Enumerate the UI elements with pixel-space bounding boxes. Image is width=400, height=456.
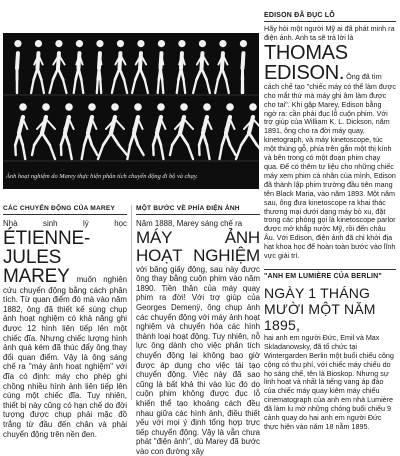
edison-heading: EDISON ĐÃ ĐỤC LỖ	[264, 12, 396, 19]
chronophotograph-image	[3, 33, 259, 189]
figure-head	[158, 40, 164, 46]
cinema-step-body: với băng giấy động, sau này được ông thay bằng cuộn phim vào năm 1890. Tiền thân của máy quay phim ra đời! Với trợ giúp của Georges Demenÿ, ông chụp ảnh các chuyển động với máy ảnh hoạt nghiệm và chuyển hóa các hình thành loại hoạt động. Tuy nhiên, nỗ lực ông dành cho việc phân tích chuyển động lại không bao giờ được áp dụng cho việc tái tạo chuyển động. Việc này đã sao cũng là bất khả thi vào lúc đó do cuộn phim không được đục lỗ khiến thể tạo khoảng cách đều nhau giữa các hình ảnh, điều thiết yếu với mọi ý định tổng hợp trực tiếp chuyển động. Vậy là vẫn chưa phát "điện ảnh", dù Marey đã bước vào con đường xây	[136, 265, 260, 456]
figure-head	[112, 104, 119, 111]
cinema-step-rule	[136, 214, 260, 215]
figure-head	[181, 104, 188, 111]
cinema-step-article	[136, 229, 260, 456]
marey-article	[3, 219, 127, 439]
figure-head	[97, 40, 103, 46]
figure-head	[250, 104, 257, 111]
right-column	[264, 12, 396, 432]
figure-limb	[15, 145, 16, 155]
figure-head	[158, 104, 165, 111]
figure-head	[204, 104, 211, 111]
lumiere-body: hai anh em người Đức, Emil và Max Skladanowsky, đã tổ chức tại Wintergarden Berlin một buổi chiếu công cộng có thu phí, với chiếc máy chiếu do họ sáng chế, tên là Bioskop. Nhưng sự linh hoạt và nhất là tiếng vang áp đảo của chiếc máy quay kiêm máy chiếu cinematograph của anh em nhà Lumière đã làm lu mờ những chóng buổi chiếu 9 cảnh quay do hai anh em người Đức thực hiện vào năm 18 nằm 1895.	[264, 334, 396, 432]
figure-limb	[162, 80, 163, 93]
figure-head	[220, 40, 226, 46]
figure-head	[89, 104, 96, 111]
figure-head	[76, 40, 82, 46]
figure-head	[135, 104, 142, 111]
figure-head	[56, 40, 62, 46]
edison-rule	[264, 21, 396, 22]
figure-head	[15, 40, 21, 46]
edison-body: Ông đã tìm cách chế tạo "chiếc máy có thể làm được cho mắt thứ mà máy ghi âm làm được cho tai". Khi gặp Marey, Edison bằng ngờ ra: cần phải đục lỗ cuộn phim. Với trợ giúp của William K. L. Dickson, năm 1891, ông cho ra đời máy quay, kinetograph, và máy kinetoscope, túc một thùng gỗ, phía trên gắn một thị kính và bên trong có một đoạn phim chạy qua. Để có thêm tư liệu cho những chiếc máy xem phim cá nhân của mình, Edison đã thành lập phim trường đầu tiên mang tên Black Maria, vào năm 1893. Một năm sau, ông đưa kinetoscope ra khai thác thương mại dưới dạng máy bỏ xu, đặt trong các phòng gọi là kinetoscope parlor được mở khắp nước Mỹ, rồi đến châu Âu. Với Edison, điện ảnh đã chỉ khởi địa hạt khoa học để hoàn toàn bước vào lĩnh vực giải trí.	[264, 72, 396, 260]
figure-head	[179, 40, 185, 46]
figure-head	[43, 104, 50, 111]
marey-intro: Nhà sinh lý học	[3, 219, 127, 228]
figure-head	[227, 104, 234, 111]
marey-body: muốn nghiên cứu chuyển động bằng cách phân tích. Từ quan điểm đó mà vào năm 1882, ông đã thiết kế súng chụp ảnh hoạt nghiệm có khả năng ghi được 12 hình liên tiếp lên một chiếc đĩa. Nhưng chiếc lượng hình ảnh quá kém đã thúc đẩy ông thay đổi quan điểm. Vậy là ông sáng chế ra "máy ảnh hoạt nghiệm" với đĩa có định: máy cho phép ghi chồng nhiều hình ảnh liên tiếp lên cùng một chiếc đĩa. Tuy nhiên, thiết bị này cũng có hạn chế do đời tượng được chụp phải mặc đồ trắng từ đầu đến chân và phải chuyển động trên nền đen.	[3, 275, 127, 439]
cinema-step-intro: Năm 1888, Marey sáng chế ra	[136, 219, 260, 229]
figure-head	[138, 40, 144, 46]
walking-running-figures-graphic	[3, 33, 259, 169]
column-divider	[131, 205, 132, 400]
figure-head	[199, 40, 205, 46]
cinema-step-title: MÁY ẢNH HOẠT NGHIỆM	[136, 228, 260, 265]
lumiere-rule	[264, 269, 396, 270]
edison-name: THOMAS EDISON.	[264, 42, 348, 84]
lumiere-heading: "ANH EM LUMIÈRE CỦA BERLIN"	[264, 273, 396, 280]
figure-limb	[158, 80, 159, 93]
photo-caption: Ảnh hoạt nghiệm do Marey thực hiện phân tích chuyển động đi bộ và chạy.	[6, 173, 256, 180]
marey-rule	[3, 214, 127, 215]
figure-head	[117, 40, 123, 46]
marey-column	[3, 205, 127, 439]
edison-article	[264, 25, 396, 261]
marey-name: ÉTIENNE-JULES MAREY	[3, 228, 90, 287]
cinema-step-column	[136, 205, 260, 456]
edison-intro: Hãy hỏi một người Mỹ ai đã phát minh ra điện ảnh. Anh ta sẽ trả lời là	[264, 24, 395, 42]
figure-limb	[97, 80, 98, 93]
figure-limb	[161, 68, 163, 79]
figure-head	[20, 104, 27, 111]
lumiere-title: NGÀY 1 THÁNG MƯỜI MỘT NĂM 1895,	[264, 285, 396, 333]
figure-head	[66, 104, 73, 111]
marey-heading: CÁC CHUYỂN ĐỘNG CỦA MAREY	[3, 205, 127, 212]
figure-head	[240, 40, 246, 46]
figure-limb	[99, 68, 100, 79]
figure-limb	[100, 80, 101, 93]
figure-head	[35, 40, 41, 46]
cinema-step-heading: MỘT BƯỚC VỀ PHÍA ĐIỆN ẢNH	[136, 205, 260, 212]
